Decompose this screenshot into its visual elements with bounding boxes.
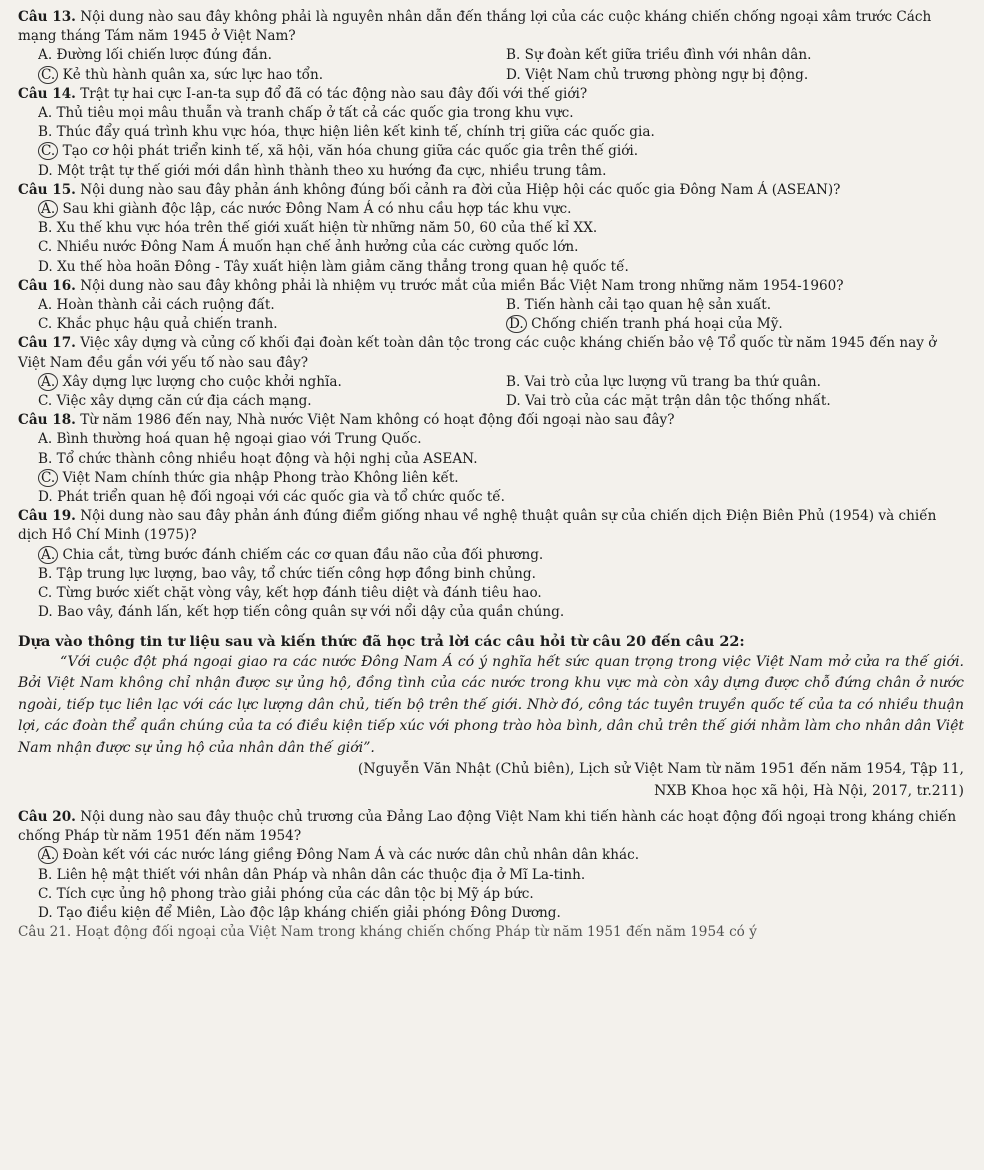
options [18,296,964,334]
question-stem: Từ năm 1986 đến nay, Nhà nước Việt Nam không có hoạt động đối ngoại nào sau đây? [80,412,675,429]
option-b[interactable]: B. Tiến hành cải tạo quan hệ sản xuất. [506,297,772,314]
options [18,430,964,507]
question-number: Câu 16. [18,277,76,294]
question-number: Câu 13. [18,9,76,25]
option-b[interactable]: B. Tập trung lực lượng, bao vây, tổ chức tiến công hợp đồng binh chủng. [38,565,536,582]
option-c[interactable]: C. Nhiều nước Đông Nam Á muốn hạn chế ảnh hưởng của các cường quốc lớn. [38,239,579,256]
question-stem: Việc xây dựng và củng cố khối đại đoàn kết toàn dân tộc trong các cuộc kháng chiến bảo vệ Tổ quốc từ năm 1945 đến nay ở Việt Nam đều gắn với yếu tố nào sau đây? [18,335,937,371]
option-d[interactable]: D. Bao vây, đánh lấn, kết hợp tiến công quân sự với nổi dậy của quần chúng. [38,604,565,621]
option-d[interactable]: D. Việt Nam chủ trương phòng ngự bị động. [506,66,809,83]
options [18,200,964,277]
options [18,546,964,623]
option-b[interactable]: B. Sự đoàn kết giữa triều đình với nhân dân. [506,47,812,64]
question-stem: Nội dung nào sau đây thuộc chủ trương của Đảng Lao động Việt Nam khi tiến hành các hoạt động đối ngoại trong kháng chiến chống Pháp từ năm 1951 đến năm 1954? [18,809,957,845]
question-number: Câu 14. [18,85,76,102]
question-20 [18,808,964,923]
passage-source-line-1: (Nguyễn Văn Nhật (Chủ biên), Lịch sử Việt Nam từ năm 1951 đến năm 1954, Tập 11, [357,761,964,777]
option-a[interactable]: A. Bình thường hoá quan hệ ngoại giao với Trung Quốc. [38,431,422,448]
question-19 [18,507,964,622]
option-d[interactable]: D. Phát triển quan hệ đối ngoại với các quốc gia và tổ chức quốc tế. [38,489,505,506]
question-16 [18,277,964,335]
option-a[interactable]: A. Thủ tiêu mọi mâu thuẫn và tranh chấp ở tất cả các quốc gia trong khu vực. [38,105,574,122]
option-c[interactable]: C. Tích cực ủng hộ phong trào giải phóng của các dân tộc bị Mỹ áp bức. [38,885,534,902]
question-15 [18,181,964,277]
option-c[interactable]: C. Kẻ thù hành quân xa, sức lực hao tổn. [38,66,496,85]
option-a[interactable]: A. Xây dựng lực lượng cho cuộc khởi nghĩa. [38,373,496,392]
options [18,104,964,181]
question-number: Câu 19. [18,508,76,525]
passage-source-line-2: NXB Khoa học xã hội, Hà Nội, 2017, tr.211) [654,782,964,799]
option-c[interactable]: C. Việc xây dựng căn cứ địa cách mạng. [38,393,312,410]
option-c[interactable]: C. Khắc phục hậu quả chiến tranh. [38,316,278,333]
question-stem: Nội dung nào sau đây không phải là nhiệm vụ trước mắt của miền Bắc Việt Nam trong những năm 1954-1960? [80,277,844,294]
passage-intro: Dựa vào thông tin tư liệu sau và kiến thức đã học trả lời các câu hỏi từ câu 20 đến câu 22: [18,632,745,650]
question-stem: Nội dung nào sau đây phản ánh đúng điểm giống nhau về nghệ thuật quân sự của chiến dịch Điện Biên Phủ (1954) và chiến dịch Hồ Chí Minh (1975)? [18,508,937,544]
option-c[interactable]: C. Từng bước xiết chặt vòng vây, kết hợp đánh tiêu diệt và đánh tiêu hao. [38,585,542,602]
option-d[interactable]: D. Một trật tự thế giới mới dần hình thành theo xu hướng đa cực, nhiều trung tâm. [38,162,607,179]
option-b[interactable]: B. Liên hệ mật thiết với nhân dân Pháp và nhân dân các thuộc địa ở Mĩ La-tinh. [38,866,586,883]
option-a[interactable]: A. Đường lối chiến lược đúng đắn. [38,47,272,64]
question-number: Câu 20. [18,809,76,825]
option-d[interactable]: D. Tạo điều kiện để Miên, Lào độc lập kháng chiến giải phóng Đông Dương. [38,905,561,922]
question-stem: Nội dung nào sau đây không phải là nguyên nhân dẫn đến thắng lợi của các cuộc kháng chiến chống ngoại xâm trước Cách mạng tháng Tám năm 1945 ở Việt Nam? [18,9,932,45]
question-13 [18,8,964,85]
question-number: Câu 15. [18,181,76,198]
option-a[interactable]: A. Chia cắt, từng bước đánh chiếm các cơ quan đầu não của đối phương. [38,546,964,565]
options [18,846,964,923]
options [18,373,964,411]
question-number: Câu 18. [18,412,76,429]
question-18 [18,411,964,507]
option-d[interactable]: D. Vai trò của các mặt trận dân tộc thống nhất. [506,393,831,410]
option-a[interactable]: A. Sau khi giành độc lập, các nước Đông Nam Á có nhu cầu hợp tác khu vực. [38,200,964,219]
option-b[interactable]: B. Tổ chức thành công nhiều hoạt động và hội nghị của ASEAN. [38,450,478,467]
option-b[interactable]: B. Vai trò của lực lượng vũ trang ba thứ quân. [506,373,822,390]
question-stem: Trật tự hai cực I-an-ta sụp đổ đã có tác động nào sau đây đối với thế giới? [80,85,588,102]
option-a[interactable]: A. Đoàn kết với các nước láng giềng Đông Nam Á và các nước dân chủ nhân dân khác. [38,846,964,865]
option-c[interactable]: C. Việt Nam chính thức gia nhập Phong trào Không liên kết. [38,469,964,488]
option-c[interactable]: C. Tạo cơ hội phát triển kinh tế, xã hội, văn hóa chung giữa các quốc gia trên thế giới. [38,142,964,161]
question-17 [18,334,964,411]
option-b[interactable]: B. Xu thế khu vực hóa trên thế giới xuất hiện từ những năm 50, 60 của thế kỉ XX. [38,220,598,237]
question-14 [18,85,964,181]
option-b[interactable]: B. Thúc đẩy quá trình khu vực hóa, thực hiện liên kết kinh tế, chính trị giữa các quốc gia. [38,124,655,141]
option-d[interactable]: D. Xu thế hòa hoãn Đông - Tây xuất hiện làm giảm căng thẳng trong quan hệ quốc tế. [38,258,629,275]
question-number: Câu 17. [18,335,76,352]
options [18,46,964,84]
question-21-partial: Câu 21. Hoạt động đối ngoại của Việt Nam trong kháng chiến chống Pháp từ năm 1951 đến năm 1954 có ý [18,924,757,941]
option-a[interactable]: A. Hoàn thành cải cách ruộng đất. [38,297,275,314]
option-d[interactable]: D. Chống chiến tranh phá hoại của Mỹ. [506,315,964,334]
question-stem: Nội dung nào sau đây phản ánh không đúng bối cảnh ra đời của Hiệp hội các quốc gia Đông Nam Á (ASEAN)? [80,181,841,198]
passage-text: “Với cuộc đột phá ngoại giao ra các nước Đông Nam Á có ý nghĩa hết sức quan trọng trong việc Việt Nam mở cửa ra thế giới. Bởi Việt Nam không chỉ nhận được sự ủng hộ, đồng tình của các nước trong khu vực mà còn xây dựng được chỗ đứng chân ở nước ngoài, tiếp tục liên lạc với các lực lượng dân chủ, tiến bộ trên thế giới. Nhờ đó, công tác tuyên truyền quốc tế của ta có nhiều thuận lợi, các đoàn thể quần chúng của ta có điều kiện tiếp xúc với phong trào hòa bình, dân chủ trên thế giới nhằm làm cho nhân dân Việt Nam nhận được sự ủng hộ của nhân dân thế giới”. [18,653,964,756]
